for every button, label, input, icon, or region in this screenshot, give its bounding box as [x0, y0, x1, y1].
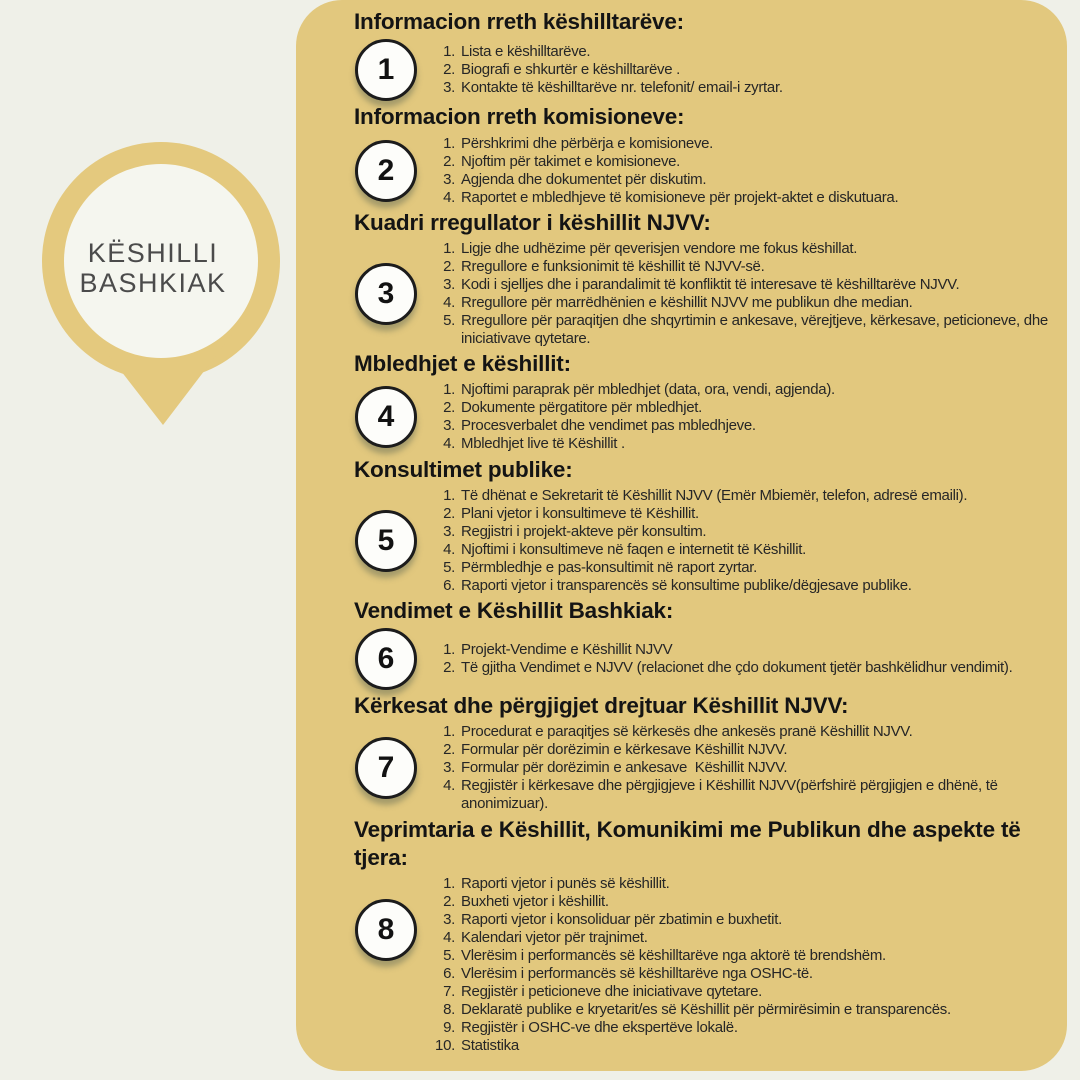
pin-label-line1: KËSHILLI [87, 238, 219, 268]
list-item [429, 276, 1049, 294]
list-item-text: Kalendari vjetor për trajnimet. [461, 928, 648, 946]
list-item-number: 7. [443, 982, 455, 1000]
section-title: Veprimtaria e Këshillit, Komunikimi me Publikun dhe aspekte të tjera: [354, 816, 1021, 870]
list-item-text: Të dhënat e Sekretarit të Këshillit NJVV (Emër Mbiemër, telefon, adresë emaili). [461, 486, 968, 504]
section-2 [354, 103, 1049, 206]
list-item-text: Procesverbalet dhe vendimet pas mbledhjeve. [461, 417, 756, 435]
section-number-badge: 6 [355, 628, 417, 690]
section-3 [354, 209, 1052, 348]
section-1 [354, 8, 1049, 101]
list-item [429, 1019, 951, 1037]
section-item-list [429, 641, 1012, 677]
list-item [429, 487, 967, 505]
list-item-number: 1. [443, 134, 455, 152]
badge-column [343, 737, 429, 799]
list-item-text: Njoftimi i konsultimeve në faqen e internetit të Këshillit. [461, 540, 806, 558]
list-item-number: 3. [443, 759, 455, 777]
section-number-badge: 2 [355, 140, 417, 202]
list-item-text: Statistika [461, 1036, 519, 1054]
list-item-number: 6. [443, 576, 455, 594]
list-item [429, 135, 898, 153]
list-item-text: Raporti vjetor i punës së këshillit. [461, 874, 670, 892]
list-item-text: Lista e këshilltarëve. [461, 43, 591, 61]
list-item-number: 4. [443, 928, 455, 946]
section-title: Informacion rreth komisioneve: [354, 104, 685, 130]
list-item-number: 2. [443, 152, 455, 170]
list-item-text: Rregullore e funksionimit të këshillit të NJVV-së. [461, 257, 765, 275]
badge-column [343, 39, 429, 101]
list-item-number: 1. [443, 723, 455, 741]
badge-column [343, 386, 429, 448]
list-item-number: 1. [443, 43, 455, 61]
map-pin-logo [30, 128, 300, 448]
list-item [429, 875, 951, 893]
list-item-text: Përshkrimi dhe përbërja e komisioneve. [461, 134, 714, 152]
section-row [343, 875, 1049, 1055]
list-item-number: 4. [443, 293, 455, 311]
list-item-text: Raporti vjetor i konsoliduar për zbatimin e buxhetit. [461, 910, 782, 928]
list-item-text: Ligje dhe udhëzime për qeverisjen vendore me fokus këshillat. [461, 239, 858, 257]
section-6 [354, 597, 1049, 690]
list-item-text: Përmbledhje e pas-konsultimit në raport zyrtar. [461, 558, 758, 576]
list-item-text: Rregullore për marrëdhënien e këshillit NJVV me publikun dhe median. [461, 293, 913, 311]
list-item-number: 3. [443, 522, 455, 540]
list-item [429, 577, 967, 595]
list-item-text: Biografi e shkurtër e këshilltarëve . [461, 61, 681, 79]
list-item-text: Projekt-Vendime e Këshillit NJVV [461, 641, 673, 659]
badge-column [343, 510, 429, 572]
list-item [429, 435, 835, 453]
list-item [429, 153, 898, 171]
list-item-number: 1. [443, 641, 455, 659]
section-number-badge: 8 [355, 899, 417, 961]
section-title: Mbledhjet e këshillit: [354, 351, 571, 377]
list-item-number: 2. [443, 741, 455, 759]
list-item [429, 659, 1012, 677]
list-item [429, 947, 951, 965]
section-row [343, 39, 1049, 101]
list-item [429, 1001, 951, 1019]
section-row [343, 628, 1049, 690]
list-item-number: 2. [443, 61, 455, 79]
section-item-list [429, 43, 783, 97]
list-item [429, 559, 967, 577]
badge-column [343, 875, 429, 961]
section-row [343, 135, 1049, 207]
section-4 [354, 350, 1049, 453]
section-7 [354, 692, 1049, 813]
section-item-list [429, 723, 1049, 813]
list-item [429, 258, 1049, 276]
list-item-number: 4. [443, 540, 455, 558]
list-item-number: 6. [443, 964, 455, 982]
list-item-number: 2. [443, 257, 455, 275]
list-item-text: Kodi i sjelljes dhe i parandalimit të konfliktit të interesave të këshilltarëve NJVV. [461, 275, 960, 293]
list-item-number: 3. [443, 170, 455, 188]
section-8 [354, 816, 1049, 1055]
list-item [429, 171, 898, 189]
content-panel [296, 0, 1067, 1071]
list-item [429, 43, 783, 61]
list-item-number: 2. [443, 399, 455, 417]
list-item [429, 399, 835, 417]
section-title: Konsultimet publike: [354, 456, 573, 482]
list-item-text: Regjistër i peticioneve dhe iniciativave qytetare. [461, 982, 763, 1000]
section-row [343, 723, 1049, 813]
section-item-list [429, 239, 1052, 348]
section-5 [354, 456, 1049, 595]
list-item-number: 5. [443, 946, 455, 964]
list-item-number: 3. [443, 275, 455, 293]
list-item-text: Njoftimi paraprak për mbledhjet (data, ora, vendi, agjenda). [461, 381, 835, 399]
list-item-number: 2. [443, 504, 455, 522]
section-number-badge: 7 [355, 737, 417, 799]
list-item-text: Raportet e mbledhjeve të komisioneve për projekt-aktet e diskutuara. [461, 188, 899, 206]
list-item [429, 61, 783, 79]
section-title: Vendimet e Këshillit Bashkiak: [354, 597, 674, 623]
list-item-text: Agjenda dhe dokumentet për diskutim. [461, 170, 707, 188]
section-row [343, 487, 1049, 595]
list-item [429, 741, 1049, 759]
list-item-number: 8. [443, 1000, 455, 1018]
list-item [429, 1037, 951, 1055]
list-item-text: Vlerësim i performancës së këshilltarëve nga aktorë të brendshëm. [461, 946, 886, 964]
list-item-number: 5. [443, 311, 455, 329]
list-item [429, 311, 1052, 348]
list-item-text: Vlerësim i performancës së këshilltarëve nga OSHC-të. [461, 964, 813, 982]
list-item-number: 4. [443, 188, 455, 206]
list-item-number: 2. [443, 892, 455, 910]
list-item [429, 723, 1049, 741]
list-item [429, 189, 898, 207]
list-item-number: 9. [443, 1018, 455, 1036]
list-item-number: 4. [443, 777, 455, 795]
list-item [429, 965, 951, 983]
list-item-number: 1. [443, 381, 455, 399]
list-item-text: Formular për dorëzimin e kërkesave Këshillit NJVV. [461, 741, 788, 759]
list-item-text: Procedurat e paraqitjes së kërkesës dhe ankesës pranë Këshillit NJVV. [461, 723, 913, 741]
section-item-list [429, 381, 835, 453]
section-row [343, 381, 1049, 453]
list-item [429, 505, 967, 523]
section-number-badge: 4 [355, 386, 417, 448]
list-item-number: 3. [443, 910, 455, 928]
list-item-number: 10. [435, 1036, 455, 1054]
list-item-text: Formular për dorëzimin e ankesave Këshillit NJVV. [461, 759, 788, 777]
list-item [429, 541, 967, 559]
list-item-text: Rregullore për paraqitjen dhe shqyrtimin e ankesave, vërejtjeve, kërkesave, peticioneve, dhe iniciativave qytetare. [461, 311, 1052, 347]
list-item-text: Deklaratë publike e kryetarit/es së Këshillit për përmirësimin e transparencës. [461, 1000, 951, 1018]
list-item-text: Plani vjetor i konsultimeve të Këshillit. [461, 504, 699, 522]
list-item-number: 1. [443, 874, 455, 892]
list-item-text: Mbledhjet live të Këshillit . [461, 435, 625, 453]
list-item [429, 759, 1049, 777]
list-item [429, 911, 951, 929]
list-item [429, 523, 967, 541]
section-number-badge: 3 [355, 263, 417, 325]
list-item [429, 983, 951, 1001]
list-item [429, 929, 951, 947]
list-item [429, 381, 835, 399]
list-item-text: Regjistri i projekt-akteve për konsultim. [461, 522, 707, 540]
pin-label-line2: BASHKIAK [79, 268, 227, 298]
section-number-badge: 5 [355, 510, 417, 572]
list-item-text: Regjistër i kërkesave dhe përgjigjeve i Këshillit NJVV(përfshirë përgjigjen e dhënë, të anonimizuar). [461, 777, 1002, 813]
list-item [429, 294, 1049, 312]
list-item-text: Regjistër i OSHC-ve dhe ekspertëve lokalë. [461, 1018, 738, 1036]
list-item [429, 641, 1012, 659]
list-item [429, 79, 783, 97]
section-title: Informacion rreth këshilltarëve: [354, 9, 684, 34]
list-item-text: Të gjitha Vendimet e NJVV (relacionet dhe çdo dokument tjetër bashkëlidhur vendimit). [461, 659, 1013, 677]
list-item [429, 240, 1049, 258]
list-item-number: 1. [443, 239, 455, 257]
list-item [429, 417, 835, 435]
badge-column [343, 263, 429, 325]
list-item-number: 3. [443, 79, 455, 97]
badge-column [343, 628, 429, 690]
badge-column [343, 140, 429, 202]
list-item-text: Dokumente përgatitore për mbledhjet. [461, 399, 703, 417]
section-item-list [429, 135, 898, 207]
list-item-number: 3. [443, 417, 455, 435]
list-item-text: Njoftim për takimet e komisioneve. [461, 152, 681, 170]
list-item-number: 4. [443, 435, 455, 453]
list-item-text: Kontakte të këshilltarëve nr. telefonit/ email-i zyrtar. [461, 79, 783, 97]
list-item-text: Buxheti vjetor i këshillit. [461, 892, 609, 910]
section-title: Kuadri rregullator i këshillit NJVV: [354, 209, 711, 235]
section-item-list [429, 875, 951, 1055]
section-number-badge: 1 [355, 39, 417, 101]
section-row [343, 239, 1052, 348]
list-item [429, 777, 1049, 813]
section-item-list [429, 487, 967, 595]
list-item [429, 893, 951, 911]
section-title: Kërkesat dhe përgjigjet drejtuar Këshillit NJVV: [354, 693, 849, 719]
list-item-number: 1. [443, 486, 455, 504]
list-item-number: 5. [443, 558, 455, 576]
list-item-text: Raporti vjetor i transparencës së konsultime publike/dëgjesave publike. [461, 576, 912, 594]
list-item-number: 2. [443, 659, 455, 677]
